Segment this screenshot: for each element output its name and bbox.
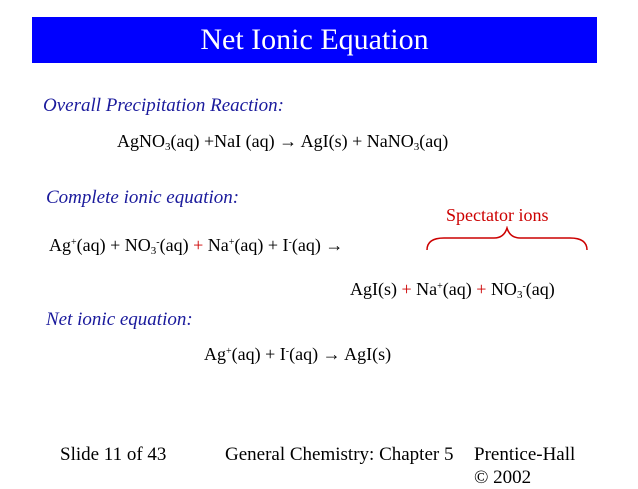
overall-equation: AgNO$_3$(aq) +NaI (aq) → AgI(s) + NaNO$_3$(aq) <box>117 131 449 153</box>
overall-label: Overall Precipitation Reaction: <box>43 95 284 116</box>
slide-number: Slide 11 of 43 <box>60 444 167 465</box>
spectator-label: Spectator ions <box>446 205 549 225</box>
net-label: Net ionic equation: <box>46 309 193 330</box>
chapter-info: General Chemistry: Chapter 5 <box>225 444 454 465</box>
copyright-year: © 2002 <box>474 467 532 488</box>
title-bar <box>32 17 597 63</box>
net-equation: Ag+(aq) + I-(aq) → AgI(s) <box>204 344 392 364</box>
page-title: Net Ionic Equation <box>200 23 429 56</box>
publisher: Prentice-Hall <box>474 444 576 465</box>
complete-equation-line2: $AgI(s) + Na^+(aq) + NO_3^-(aq)$ <box>350 279 555 301</box>
spectator-brace-icon <box>424 226 590 254</box>
complete-equation-line1: $Ag^+(aq) + NO_3^-(aq) + Na^+(aq) + I^-(aq)$ → <box>49 235 344 257</box>
complete-label: Complete ionic equation: <box>46 187 240 208</box>
